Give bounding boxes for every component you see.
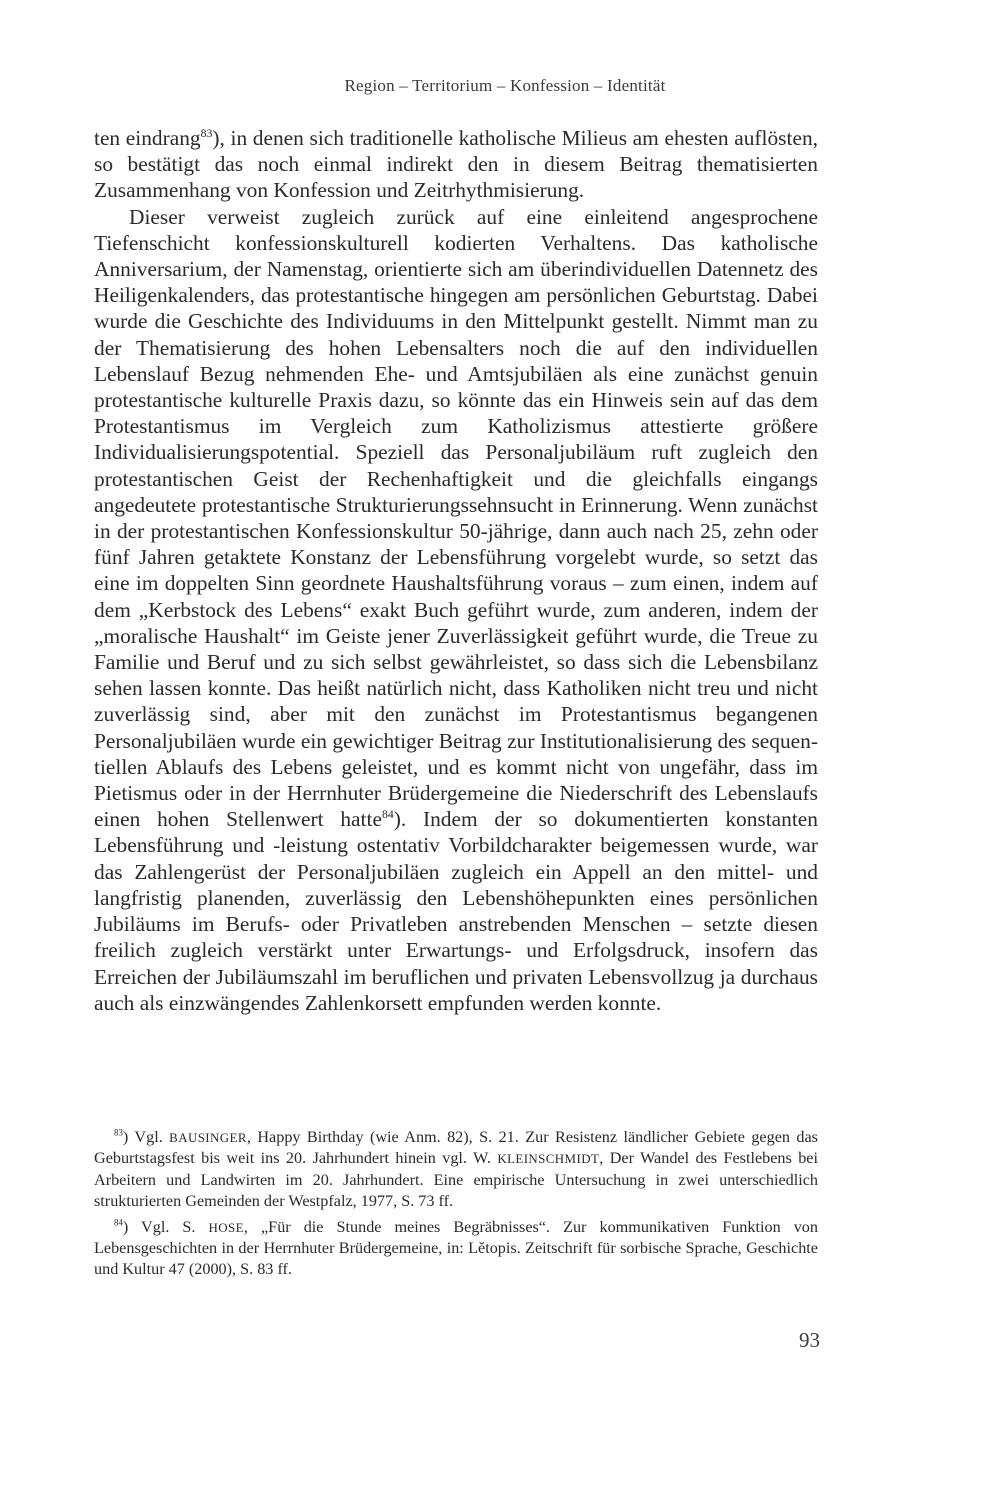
- page-number: 93: [799, 1328, 820, 1352]
- footnote-text: ) Vgl.: [122, 1128, 170, 1146]
- paragraph-1-text-b: ), in denen sich traditionelle katholische Milieus am ehesten auflösten, so bestätigt das noch einmal indirekt den in diesem Beitrag thematisierten Zusammenhang von Konfession und Zeitrhythmisierung.: [94, 126, 818, 203]
- footnote-84: [94, 1217, 818, 1281]
- footnote-text: , Der Wandel des Festlebens bei Arbeitern und Landwirten im 20. Jahrhundert. Eine empirische Untersuchung in zwei unterschiedlich strukturierten Gemeinden der Westpfalz, 1977, S. 73 ff.: [94, 1149, 818, 1211]
- footnote-text: , Happy Birthday (wie Anm. 82), S. 21. Zur Resistenz ländlicher Gebiete gegen das Geburtstagsfest bis weit ins 20. Jahrhundert hinein vgl. W.: [94, 1128, 818, 1168]
- footnotes: [94, 1127, 818, 1285]
- paragraph-1: [94, 125, 818, 204]
- footnote-marker: 83: [114, 1127, 123, 1138]
- paragraph-2-text-b: ). Indem der so dokumentierten konstanten Lebensführung und -leistung ostentativ Vorbildcharakter beigemessen wurde, war das Zahlengerüst der Personaljubiläen zugleich ein Appell an den mittel- und langfristig planenden, zuverlässig den Lebenshöhepunkten eines persönlichen Jubiläums im Berufs- oder Privatleben anstrebenden Menschen – setzte diesen freilich zugleich verstärkt unter Erwartungs- und Erfolgsdruck, insofern das Erreichen der Jubiläumszahl im beruflichen und privaten Lebensvollzug ja durchaus auch als einzwängendes Zahlenkorsett empfunden werden konnte.: [94, 807, 818, 1015]
- footnote-ref-84: 84: [381, 808, 394, 822]
- footnote-marker: 84: [114, 1217, 123, 1228]
- paragraph-2-text-a: Dieser verweist zugleich zurück auf eine einleitend angesprochene Tiefenschicht konfessionskulturell kodierten Verhaltens. Das katholische Anniversarium, der Namenstag, orientierte sich am überindividuellen Datennetz des Heiligenkalenders, das protestantische hingegen am persönlichen Geburtstag. Dabei wurde die Geschichte des Individuums in den Mittelpunkt gestellt. Nimmt man zu der Thematisierung des hohen Lebensalters noch die auf den individuellen Lebenslauf Bezug nehmenden Ehe- und Amtsjubiläen als eine zunächst genuin protestantische kulturelle Praxis dazu, so könnte das ein Hinweis sein auf das dem Protestantismus im Vergleich zum Katholizismus attestierte größere Individualisierungspotential. Speziell das Personaljubiläum ruft zugleich den protestantischen Geist der Rechenhaftigkeit und die gleichfalls eingangs angedeutete protestantische Strukturierungssehnsucht in Erinnerung. Wenn zunächst in der protestantischen Konfessionskultur 50-jährige, dann auch nach 25, zehn oder fünf Jahren getaktete Konstanz der Lebensführung vorgelebt wurde, so setzt das eine im doppelten Sinn geordnete Haushaltsführung voraus – zum einen, indem auf dem „Kerbstock des Lebens“ exakt Buch geführt wurde, zum anderen, indem der „moralische Haushalt“ im Geiste jener Zuverlässigkeit geführt wurde, die Treue zu Familie und Beruf und zu sich selbst gewährleistet, so dass sich die Lebensbilanz sehen lassen konnte. Das heißt natürlich nicht, dass Katholiken nicht treu und nicht zuverlässig sind, aber mit den zunächst im Protestantismus begangenen Personaljubiläen wurde ein gewichtiger Beitrag zur Institutionalisierung des sequentiellen Ablaufs des Lebens geleistet, und es kommt nicht von ungefähr, dass im Pietismus oder in der Herrnhuter Brüdergemeine die Niederschrift des Lebenslaufs einen hohen Stellenwert hatte: [94, 204, 818, 832]
- main-text: [94, 125, 818, 1016]
- paragraph-2: [94, 204, 818, 1016]
- footnote-author: BAUSINGER: [169, 1130, 247, 1145]
- footnote-text: ) Vgl. S.: [122, 1217, 209, 1236]
- running-head: Region – Territorium – Konfession – Identität: [344, 76, 666, 95]
- footnote-text: , „Für die Stunde meines Begräbnisses“. Zur kommunikativen Funktion von Lebensgeschichten in der Herrnhuter Brüdergemeine, in: Lětopis. Zeitschrift für sorbische Sprache, Geschichte und Kultur 47 (2000), S. 83 ff.: [94, 1217, 818, 1279]
- footnote-ref-83: 83: [200, 126, 213, 140]
- footnote-author: KLEINSCHMIDT: [497, 1151, 600, 1167]
- footnote-author: HOSE: [208, 1219, 244, 1235]
- footnote-83: [94, 1127, 818, 1213]
- paragraph-1-text-a: ten eindrang: [94, 126, 201, 150]
